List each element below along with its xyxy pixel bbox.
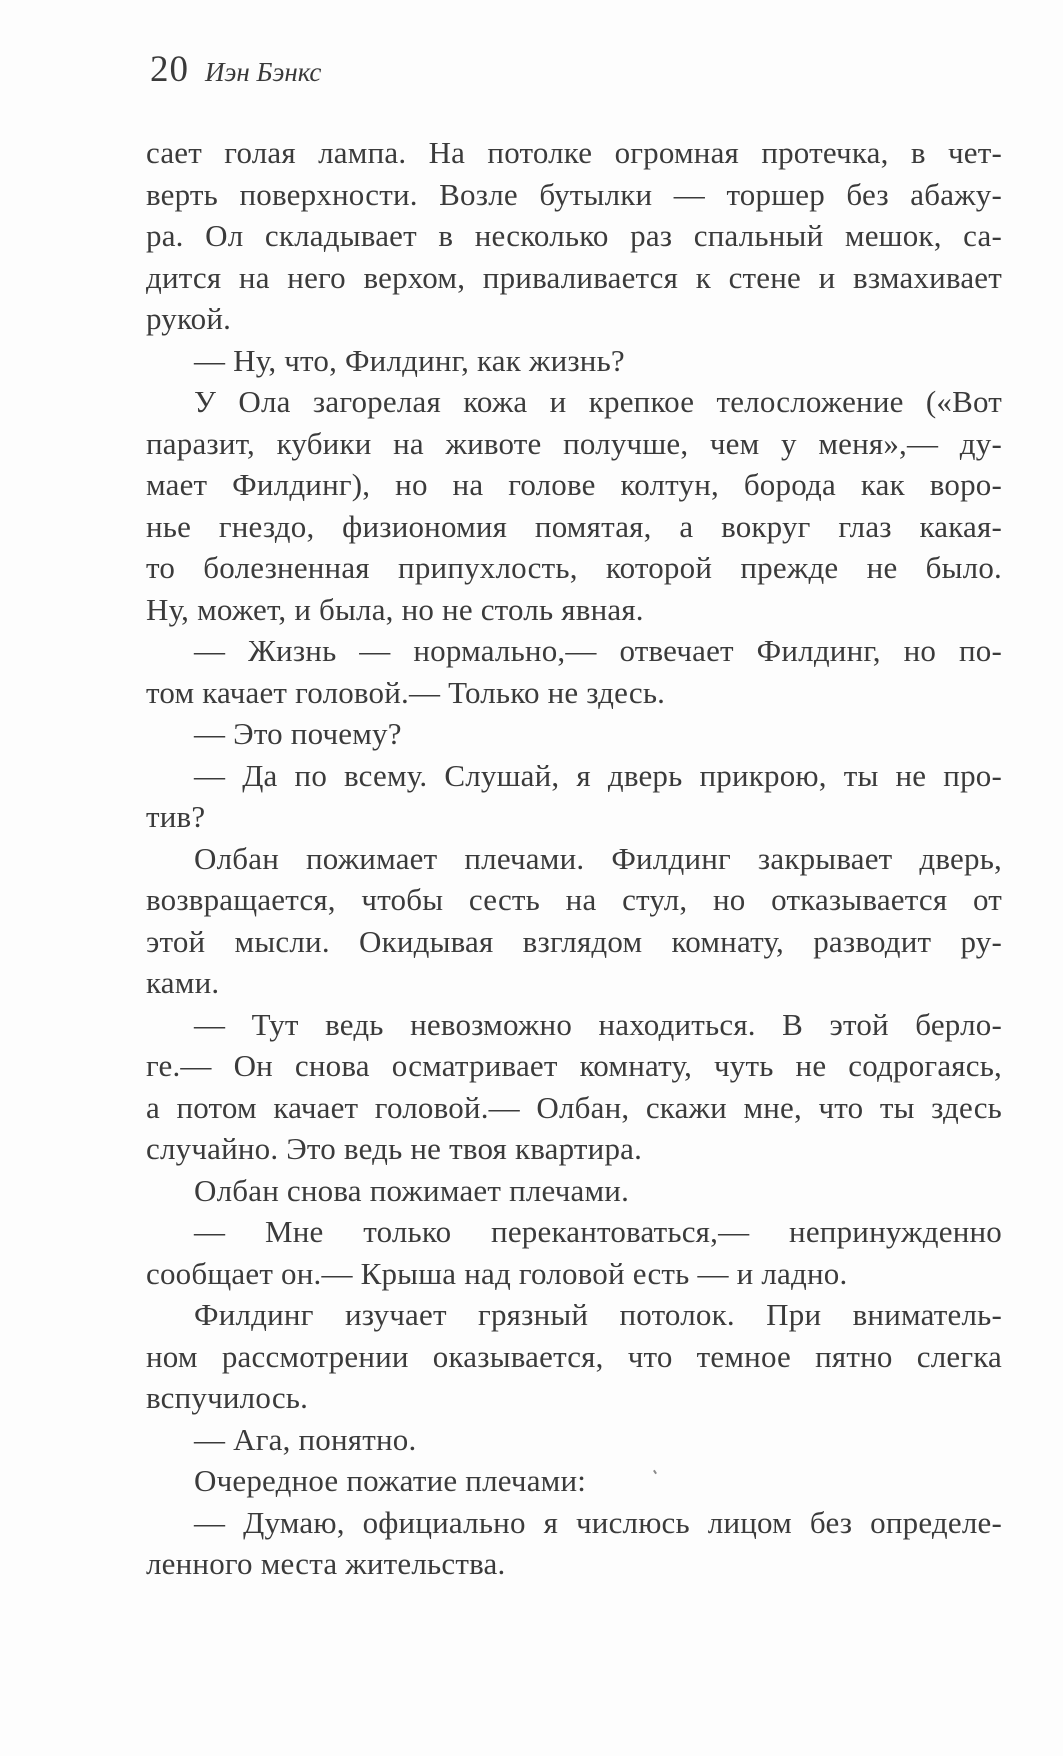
text-line: вспучилось. bbox=[146, 1380, 309, 1415]
text-line: том качает головой.— Только не здесь. bbox=[146, 674, 666, 710]
text-line: ном рассмотрении оказывается, что темное пятно слегка bbox=[146, 1338, 1002, 1374]
text-line: случайно. Это ведь не твоя квартира. bbox=[146, 1131, 643, 1166]
text-line: этой мысли. Окидывая взглядом комнату, разводит ру- bbox=[146, 923, 1002, 959]
page-number: 20 bbox=[150, 49, 189, 90]
text-line: сообщает он.— Крыша над головой есть — и ладно. bbox=[146, 1255, 848, 1291]
text-line: ками. bbox=[146, 965, 220, 1000]
text-line: — Жизнь — нормально,— отвечает Филдинг, но по- bbox=[194, 633, 1002, 668]
text-line: — Ага, понятно. bbox=[194, 1421, 417, 1457]
text-line: мает Филдинг), но на голове колтун, борода как воро- bbox=[146, 467, 1002, 502]
text-line: верть поверхности. Возле бутылки — торшер без абажу- bbox=[146, 176, 1002, 212]
text-line: — Это почему? bbox=[194, 716, 402, 751]
text-line: а потом качает головой.— Олбан, скажи мне, что ты здесь bbox=[146, 1089, 1002, 1125]
text-line: рукой. bbox=[146, 301, 232, 336]
text-line: возвращается, чтобы сесть на стул, но отказывается от bbox=[146, 882, 1002, 917]
text-line: тив? bbox=[146, 799, 206, 834]
text-line: Ну, может, и была, но не столь явная. bbox=[146, 591, 644, 627]
text-line: Олбан снова пожимает плечами. bbox=[194, 1172, 630, 1208]
text-line: нье гнездо, физиономия помятая, а вокруг глаз какая- bbox=[146, 508, 1002, 544]
text-line: Филдинг изучает грязный потолок. При вниматель- bbox=[194, 1297, 1002, 1332]
text-line: — Думаю, официально я числюсь лицом без определе- bbox=[194, 1504, 1002, 1540]
text-line: паразит, кубики на животе получше, чем у меня»,— ду- bbox=[146, 425, 1002, 461]
text-line: — Ну, что, Филдинг, как жизнь? bbox=[194, 342, 625, 378]
text-line: Очередное пожатие плечами: bbox=[194, 1463, 587, 1498]
text-line: Олбан пожимает плечами. Филдинг закрывает дверь, bbox=[194, 840, 1002, 876]
text-line: то болезненная припухлость, которой прежде не было. bbox=[146, 550, 1002, 585]
text-line: ленного места жительства. bbox=[146, 1546, 506, 1581]
text-line: сает голая лампа. На потолке огромная протечка, в чет- bbox=[146, 135, 1002, 170]
text-line: — Да по всему. Слушай, я дверь прикрою, ты не про- bbox=[194, 757, 1002, 793]
running-head-author: Иэн Бэнкс bbox=[205, 57, 322, 87]
text-line: ге.— Он снова осматривает комнату, чуть не содрогаясь, bbox=[146, 1048, 1002, 1083]
text-line: — Тут ведь невозможно находиться. В этой берло- bbox=[194, 1006, 1002, 1042]
text-line: дится на него верхом, приваливается к стене и взмахивает bbox=[146, 259, 1002, 295]
text-line: ра. Ол складывает в несколько раз спальный мешок, са- bbox=[146, 218, 1002, 253]
running-head bbox=[150, 48, 321, 91]
text-line: У Ола загорелая кожа и крепкое телосложение («Вот bbox=[194, 384, 1002, 419]
text-line: — Мне только перекантоваться,— непринужденно bbox=[194, 1214, 1002, 1249]
body-text bbox=[146, 132, 1002, 1585]
